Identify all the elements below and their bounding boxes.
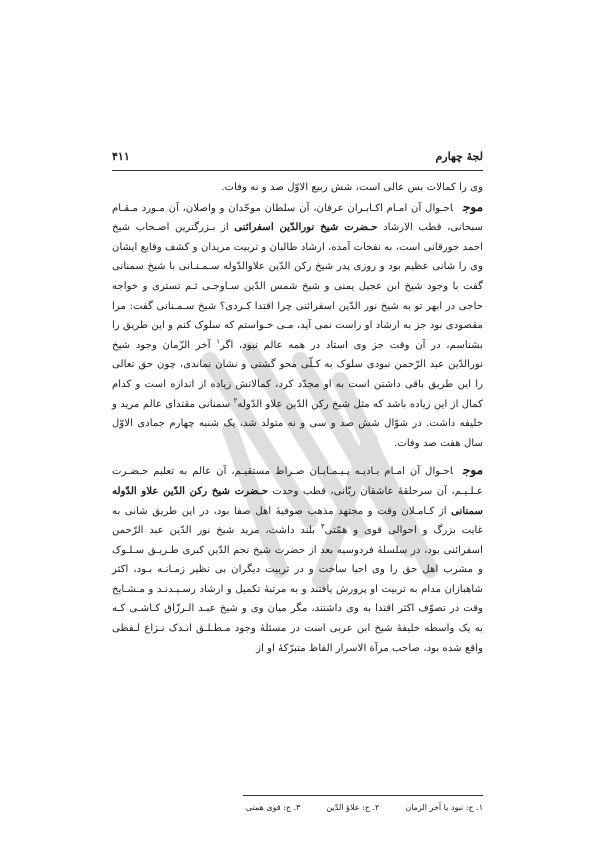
footnote-3: ۳. ج: قوی همتی	[245, 803, 301, 812]
paragraph-text: بلند داشت، مرید شیخ نور الدّین عبد الرّحمن اسفرائنی بود، در سلسلهٔ فردوسیه بعد از حضرت شیخ نجم الدّین کبری طـریـق سـلـوک و مشرب اهل حق را وی احیا ساخت و در تربیت دیگران بی نظیر زمـانـه بـود، اکثر شاهبازان مدام به تربیت او پرورش یافتند و به مرتبهٔ تکمیل و ارشاد رسـیـدنـد و مـشـایخ وقت در تصوّف اکثر اقتدا به وی داشتند، مگر میان وی و شیخ عبـد الـرزّاق کـاشـی کـه به یک واسطه خلیفهٔ شیخ ابن عربی است در مسئلهٔ وجود مـطـلـق انـدک نـزاع لـفظی واقع شده بود، صاحب مرآة الاسرار الفاظ متبرّکهٔ او از	[112, 525, 483, 654]
footnote-ref-2: ۲	[233, 396, 238, 405]
paragraph-text: احـوال آن امـام بـادیـه پـیـمـایـان صـراط مستقیـم، آن عالم به تعلیم حـضـرت عـلـیـم، آن سرحلقهٔ عاشقان ربّانی، قطب وحدت	[112, 466, 483, 497]
paragraph-text: سمنانی مقتدای عالم مرید و خلیفه داشت. در شوّال شش صد و سی و نه متولد شد، یک شنبه چهارم جمادی الاوّل سال هفت صد وفات.	[112, 398, 483, 449]
footnote-1: ۱. ج: نبود یا آخر الزمان	[405, 803, 483, 812]
running-title: لجهٔ چهارم	[435, 150, 483, 163]
body-text	[112, 178, 483, 658]
bold-name: حـضرت شیخ رکن الدّین علاو الدّوله سمنانی	[112, 484, 483, 517]
page-number: ۴۱۱	[112, 150, 130, 163]
header-divider	[112, 170, 483, 171]
paragraph-text: آخر الزّمان وجود شیخ نورالدّین عبد الرّحمن نبودی سلوک به کـلّی محو گشتی و نشان نماندی، چون حق تعالی را این طریق باقی داشتن است به او مجدّد کرد، کمالاتش زیاده از اندازه است و کدام کمال از این زیاده باشد که مثل شیخ رکن الدّین علاو الدّوله	[112, 339, 483, 410]
section-marker: موج	[462, 463, 483, 478]
paragraph-text: احـوال آن امـام اکـابـران عرفان، آن سلطان موحّدان و واصلان، آن مـورد مـقـام سبحانی، قطب الارشاد	[112, 202, 484, 234]
footnote-divider	[243, 795, 483, 796]
footnote-ref-1: ۱	[216, 337, 220, 346]
paragraph-1: وی را کمالات بس عالی است، شش ربیع الاوّل صد و نه وفات.	[221, 182, 483, 193]
paragraph-text: از بـزرگترین اصـحاب شیخ احمد جورقانی است، به نفحات آمده، ارشاد طالبان و تربیت مریدان و کشف وقایع ایشان وی را شانی عظیم بود و روزی پدر شیخ رکن الدّین علاوالدّوله سـمـنـانی با شیخ سمنانی گفت با وجود شیخ ابن عجیل یمنی و شیخ شمس الدّین سـاوجـی ثـم تستری و خواجه حاجی در ابهر تو به شیخ نور الدّین اسفرائنی چرا اقتدا کـردی؟ شیخ سـمـنانی گفت: مرا مقصودی بود جز به ارشاد او راست نمی آید، مـی خـواستم که سلوک کنم و این طریق را بشناسم، در آن وقت جز وی استاد در همه عالم نبود، اگر	[112, 222, 483, 351]
footnote-2: ۲. ج: علاؤ الدّین	[326, 803, 380, 812]
paragraph-text: از کـامـلان وقت و مجتهد مذهب صوفیهٔ اهل صفا بود، در این طریق شانی به غایت بزرگ و احوالی قوی و همّتی	[112, 505, 483, 537]
page-header	[112, 150, 483, 168]
paragraph-2	[112, 198, 483, 454]
footnotes	[112, 803, 483, 817]
section-marker: موج	[462, 199, 483, 214]
bold-name: حـضرت شیخ نورالدّین اسفرائنی	[234, 221, 378, 234]
footnote-ref-3: ۳	[320, 522, 325, 531]
paragraph-3	[112, 461, 483, 658]
